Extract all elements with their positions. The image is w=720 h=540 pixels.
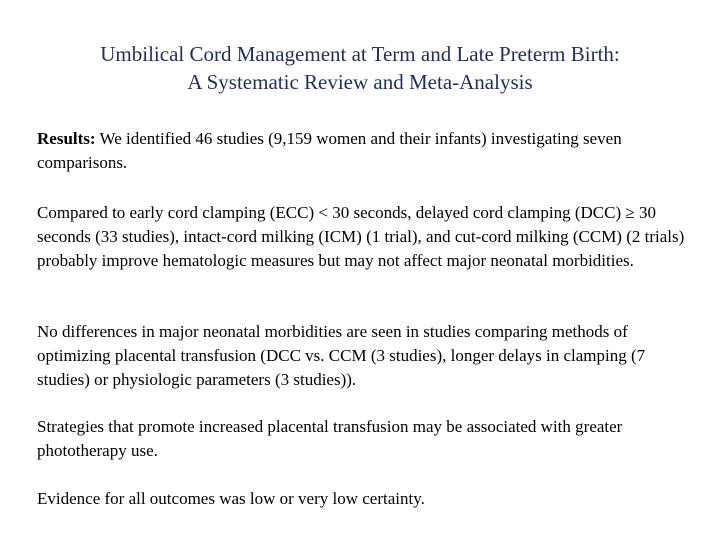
no-differences-paragraph: No differences in major neonatal morbidities are seen in studies comparing methods of optimizing placental transfusion (DCC vs. CCM (3 studies), longer delays in clamping (7 studies) or physiologic parameters (3 studies)). — [37, 322, 646, 389]
evidence-paragraph: Evidence for all outcomes was low or very low certainty. — [37, 489, 425, 508]
strategies-paragraph: Strategies that promote increased placental transfusion may be associated with greater phototherapy use. — [37, 417, 623, 460]
results-text: We identified 46 studies (9,159 women and their infants) investigating seven comparisons. — [37, 129, 622, 172]
title-line-2: A Systematic Review and Meta-Analysis — [187, 70, 533, 94]
results-label: Results: — [37, 129, 96, 148]
results-paragraph — [37, 127, 685, 175]
title-line-1: Umbilical Cord Management at Term and Late Preterm Birth: — [100, 42, 620, 66]
comparison-paragraph: Compared to early cord clamping (ECC) < 30 seconds, delayed cord clamping (DCC) ≥ 30 seconds (33 studies), intact-cord milking (ICM) (1 trial), and cut-cord milking (CCM) (2 trials) probably improve hematologic measures but may not affect major neonatal morbidities. — [37, 203, 685, 270]
slide-title — [40, 40, 680, 96]
